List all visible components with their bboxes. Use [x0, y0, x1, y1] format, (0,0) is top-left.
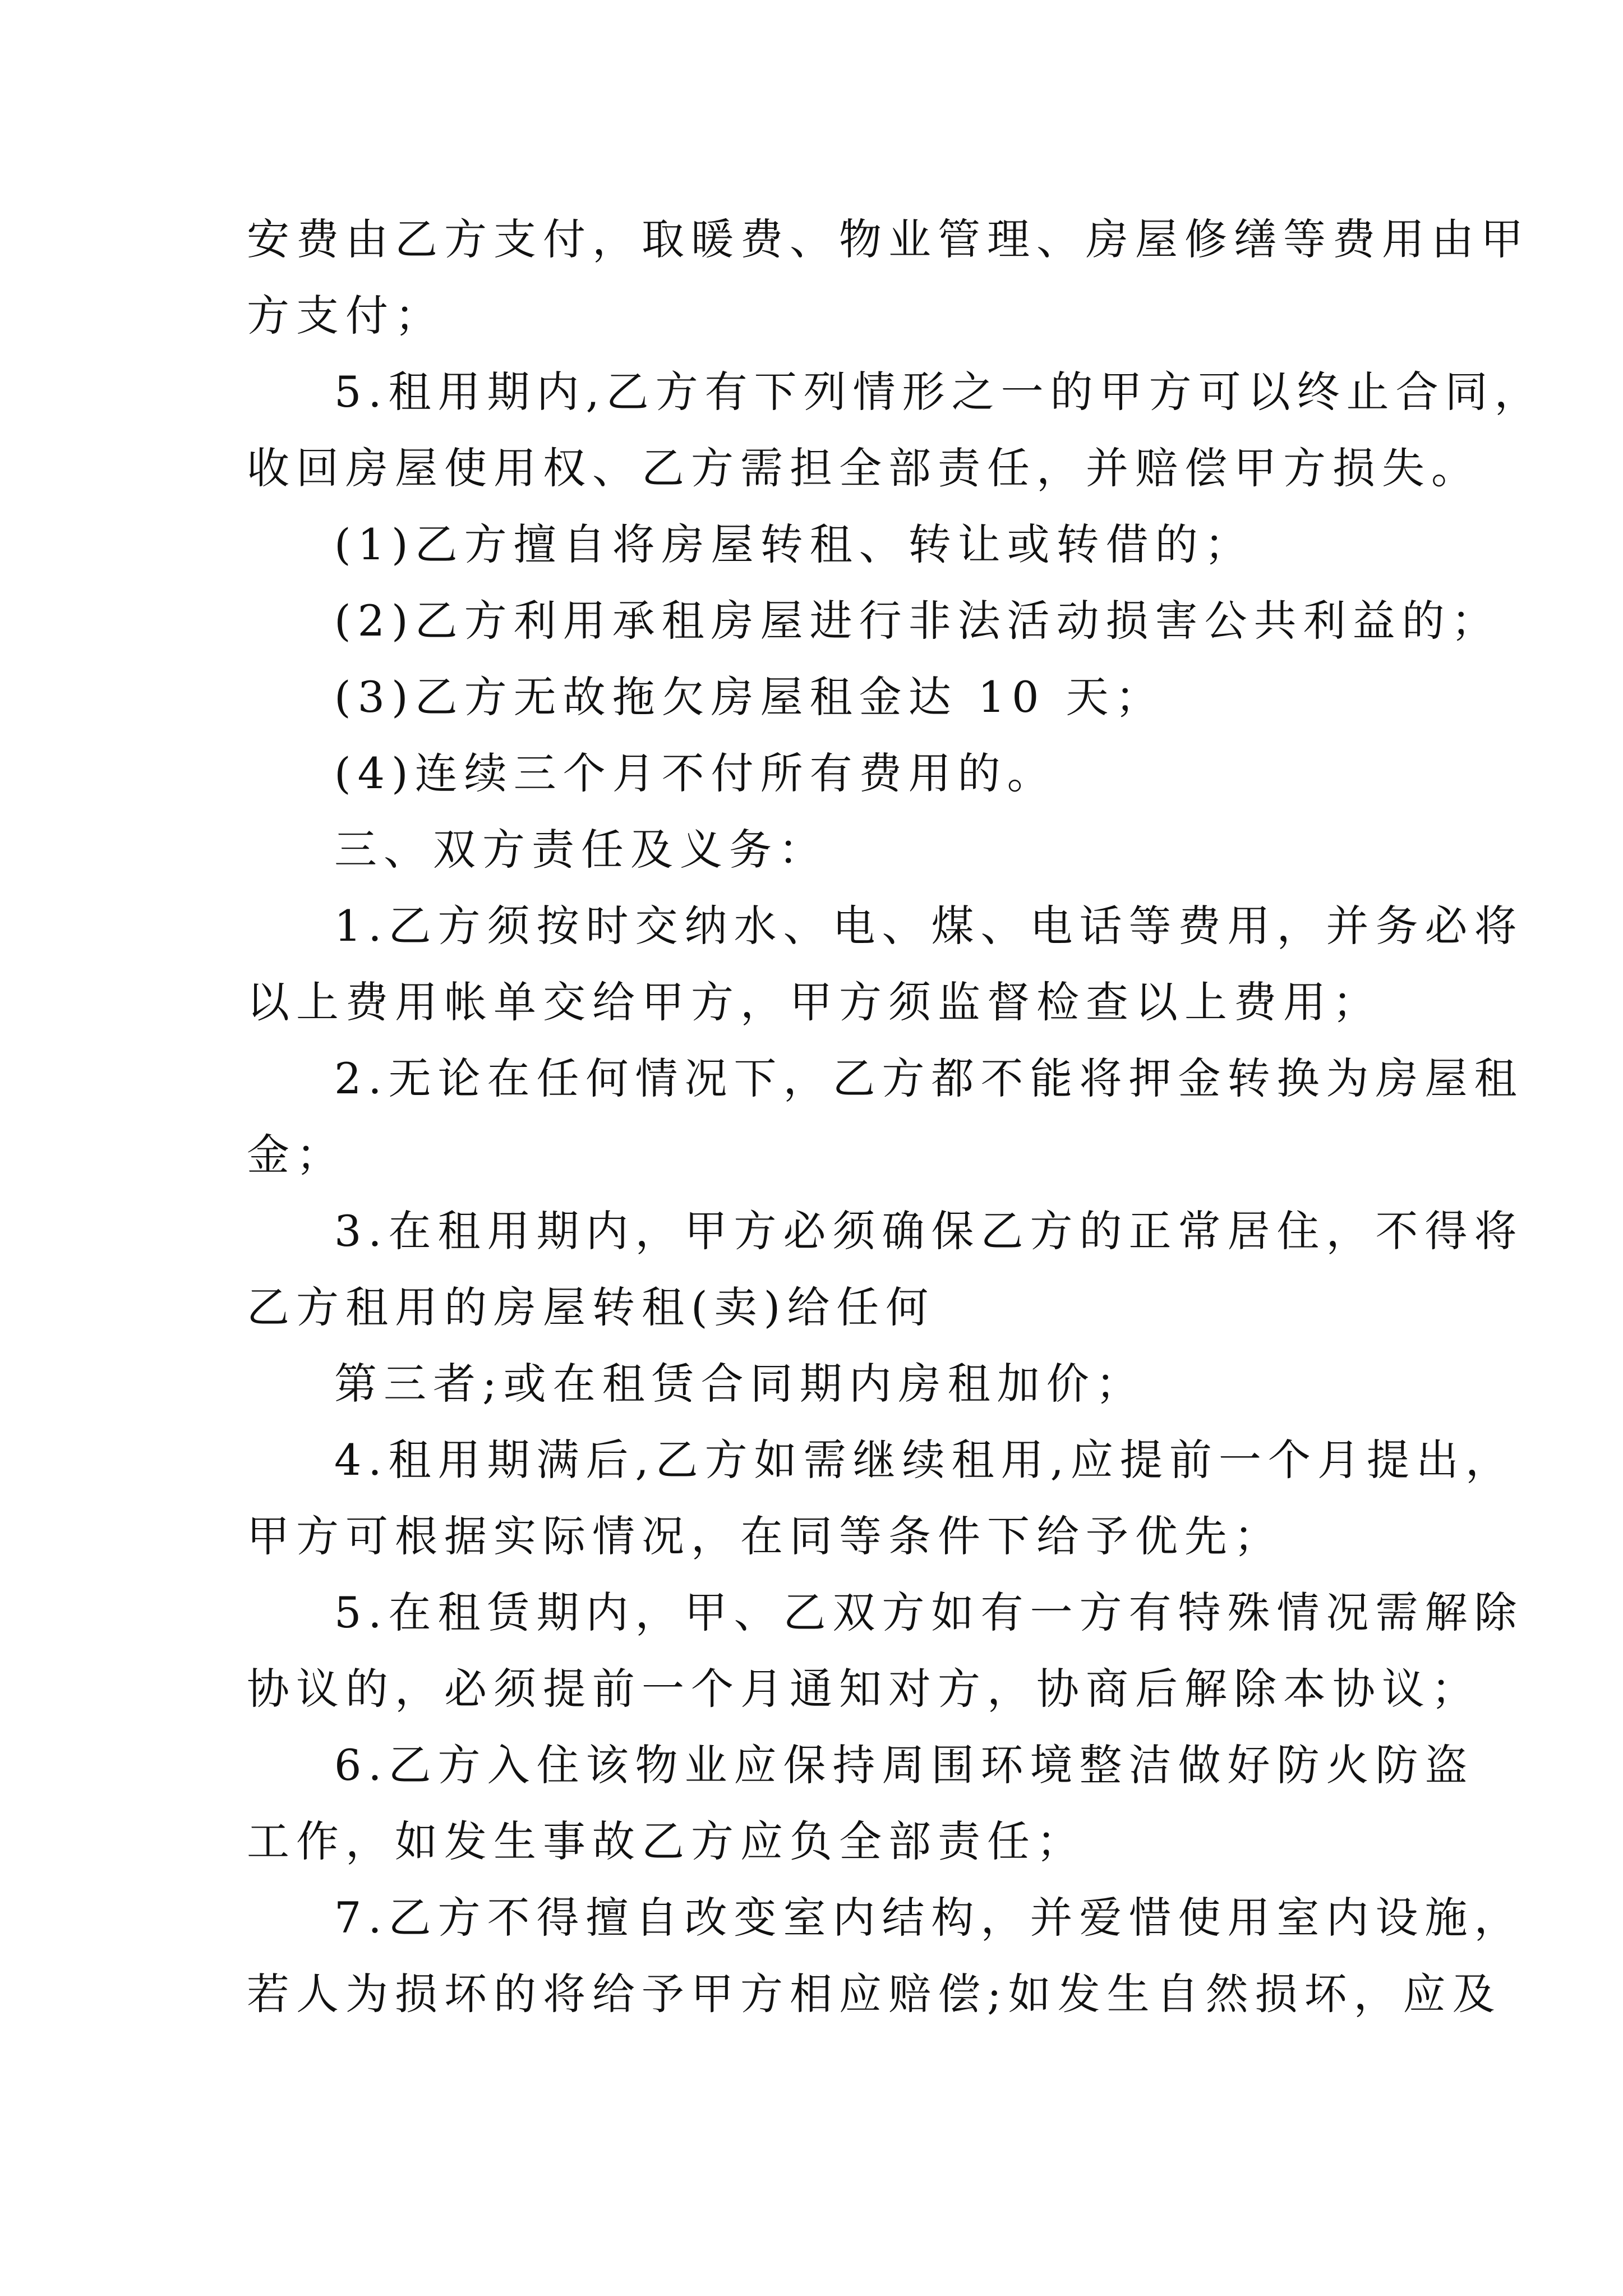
text-line: (3)乙方无故拖欠房屋租金达 10 天； [334, 672, 1165, 722]
text-line: (2)乙方利用承租房屋进行非法活动损害公共利益的； [334, 596, 1501, 646]
text-line: 5.在租赁期内，甲、乙双方如有一方有特殊情况需解除 [334, 1588, 1524, 1637]
text-line: 方支付； [247, 291, 444, 341]
text-line: 5.租用期内,乙方有下列情形之一的甲方可以终止合同， [334, 367, 1544, 417]
text-line: 2.无论在任何情况下，乙方都不能将押金转换为房屋租 [334, 1053, 1524, 1103]
text-line: 安费由乙方支付，取暖费、物业管理、房屋修缮等费用由甲 [247, 214, 1530, 264]
text-line: (4)连续三个月不付所有费用的。 [334, 748, 1057, 798]
text-line: (1)乙方擅自将房屋转租、转让或转借的； [334, 519, 1254, 569]
text-line: 第三者;或在租赁合同期内房租加价； [334, 1359, 1145, 1409]
text-line: 协议的，必须提前一个月通知对方，协商后解除本协议； [247, 1664, 1481, 1714]
text-line: 工作，如发生事故乙方应负全部责任； [247, 1816, 1086, 1866]
text-line: 6.乙方入住该物业应保持周围环境整洁做好防火防盗 [334, 1740, 1474, 1790]
text-line: 以上费用帐单交给甲方，甲方须监督检查以上费用； [247, 977, 1382, 1027]
text-line: 乙方租用的房屋转租(卖)给任何 [247, 1282, 935, 1332]
text-line: 1.乙方须按时交纳水、电、煤、电话等费用，并务必将 [334, 901, 1524, 951]
text-line: 金； [247, 1130, 345, 1180]
text-line: 甲方可根据实际情况，在同等条件下给予优先； [247, 1511, 1283, 1561]
text-line: 收回房屋使用权、乙方需担全部责任，并赔偿甲方损失。 [247, 443, 1481, 493]
text-line: 若人为损坏的将给予甲方相应赔偿;如发生自然损坏，应及 [247, 1969, 1502, 2019]
text-line: 三、双方责任及义务： [334, 825, 828, 875]
text-line: 3.在租用期内，甲方必须确保乙方的正常居住，不得将 [334, 1206, 1524, 1256]
text-line: 4.租用期满后,乙方如需继续租用,应提前一个月提出， [334, 1435, 1515, 1485]
text-line: 7.乙方不得擅自改变室内结构，并爱惜使用室内设施， [334, 1893, 1524, 1943]
